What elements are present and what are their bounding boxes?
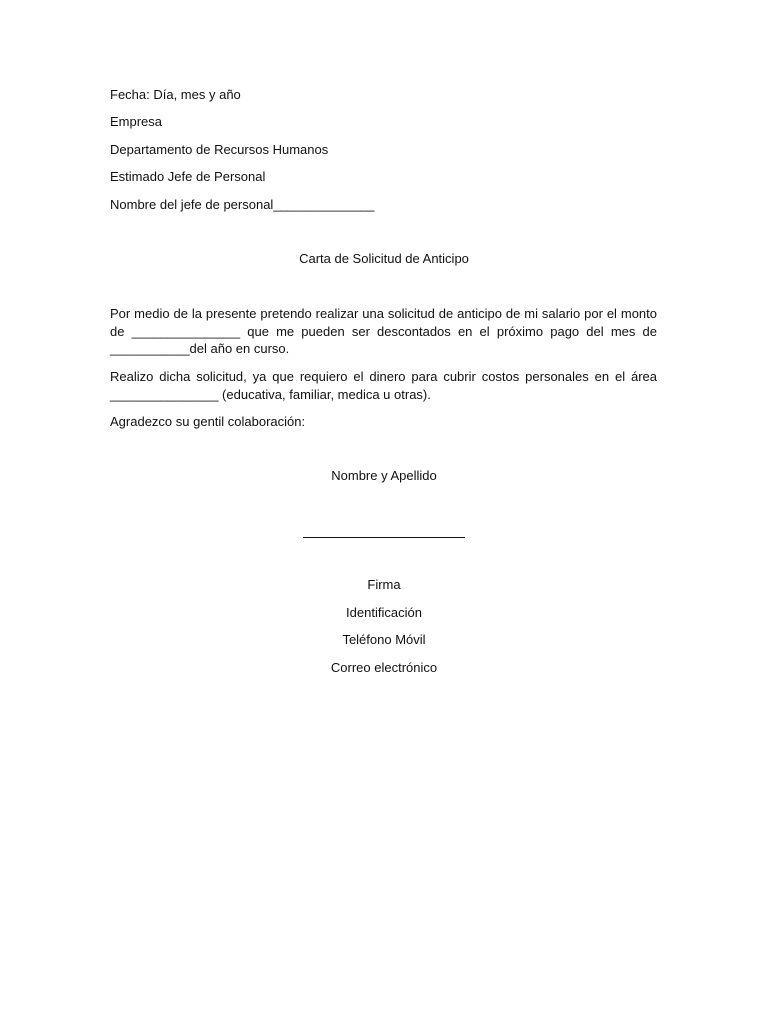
company-line: Empresa bbox=[110, 114, 163, 129]
signature-name: Nombre y Apellido bbox=[331, 468, 437, 483]
closing-line: Agradezco su gentil colaboración: bbox=[110, 414, 306, 429]
paragraph-request-line-3: ___________del año en curso. bbox=[110, 341, 290, 356]
salutation-line: Estimado Jefe de Personal bbox=[110, 169, 266, 184]
department-line: Departamento de Recursos Humanos bbox=[110, 142, 329, 157]
boss-name-line: Nombre del jefe de personal______________ bbox=[110, 197, 375, 212]
paragraph-reason bbox=[110, 368, 657, 403]
signature-identification: Identificación bbox=[346, 605, 422, 620]
signature-email: Correo electrónico bbox=[330, 660, 438, 675]
paragraph-request-line-1: Por medio de la presente pretendo realizar una solicitud de anticipo de mi salario por el monto bbox=[110, 306, 657, 321]
letter-title: Carta de Solicitud de Anticipo bbox=[299, 251, 469, 266]
paragraph-reason-line-1: Realizo dicha solicitud, ya que requiero el dinero para cubrir costos personales en el área bbox=[110, 369, 657, 384]
signature-firma: Firma bbox=[367, 577, 401, 592]
paragraph-reason-line-2: _______________ (educativa, familiar, medica u otras). bbox=[110, 386, 431, 402]
paragraph-request-line-2: de _______________ que me pueden ser descontados en el próximo pago del mes de bbox=[110, 323, 657, 339]
signature-phone: Teléfono Móvil bbox=[342, 632, 426, 647]
paragraph-request bbox=[110, 305, 657, 358]
signature-line bbox=[303, 537, 465, 538]
date-line: Fecha: Día, mes y año bbox=[110, 87, 241, 102]
